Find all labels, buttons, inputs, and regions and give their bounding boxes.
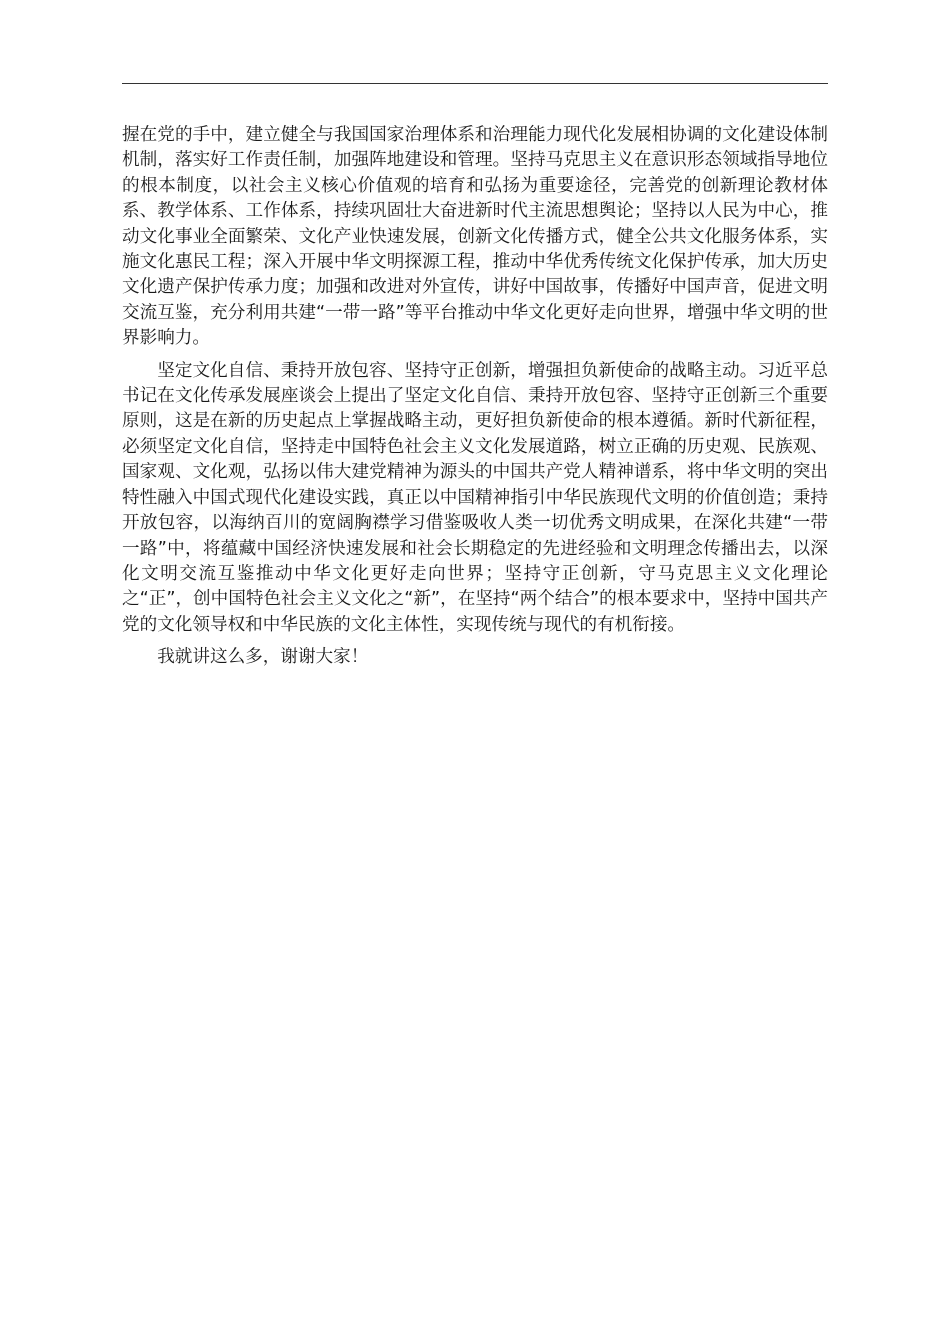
paragraph-cultural-confidence: 坚定文化自信、秉持开放包容、坚持守正创新，增强担负新使命的战略主动。习近平总书记在文化传承发展座谈会上提出了坚定文化自信、秉持开放包容、坚持守正创新三个重要原则，这是在新的历史起点上掌握战略主动，更好担负新使命的根本遵循。新时代新征程，必须坚定文化自信，坚持走中国特色社会主义文化发展道路，树立正确的历史观、民族观、国家观、文化观，弘扬以伟大建党精神为源头的中国共产党人精神谱系，将中华文明的突出特性融入中国式现代化建设实践，真正以中国精神指引中华民族现代文明的价值创造；秉持开放包容，以海纳百川的宽阔胸襟学习借鉴吸收人类一切优秀文明成果，在深化共建“一带一路”中，将蕴藏中国经济快速发展和社会长期稳定的先进经验和文明理念传播出去，以深化文明交流互鉴推动中华文化更好走向世界；坚持守正创新，守马克思主义文化理论之“正”，创中国特色社会主义文化之“新”，在坚持“两个结合”的根本要求中，坚持中国共产党的文化领导权和中华民族的文化主体性，实现传统与现代的有机衔接。 — [122, 360, 828, 635]
paragraph-continued: 握在党的手中，建立健全与我国国家治理体系和治理能力现代化发展相协调的文化建设体制机制，落实好工作责任制，加强阵地建设和管理。坚持马克思主义在意识形态领域指导地位的根本制度，以社会主义核心价值观的培育和弘扬为重要途径，完善党的创新理论教材体系、教学体系、工作体系，持续巩固壮大奋进新时代主流思想舆论；坚持以人民为中心，推动文化事业全面繁荣、文化产业快速发展，创新文化传播方式，健全公共文化服务体系，实施文化惠民工程；深入开展中华文明探源工程，推动中华优秀传统文化保护传承，加大历史文化遗产保护传承力度；加强和改进对外宣传，讲好中国故事，传播好中国声音，促进文明交流互鉴，充分利用共建“一带一路”等平台推动中华文化更好走向世界，增强中华文明的世界影响力。 — [122, 125, 828, 349]
document-body — [122, 123, 828, 678]
paragraph-closing: 我就讲这么多，谢谢大家！ — [157, 647, 369, 668]
header-rule — [122, 83, 828, 84]
